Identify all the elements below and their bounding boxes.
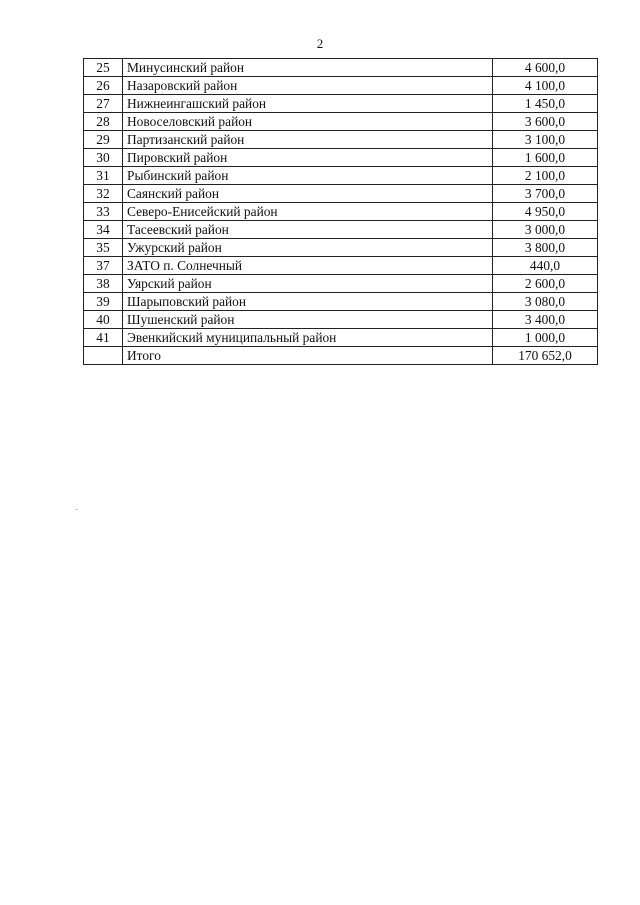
amount-value: 4 100,0 (493, 77, 598, 95)
row-number: 30 (84, 149, 123, 167)
table-row (84, 59, 598, 77)
district-name: Ужурский район (123, 239, 493, 257)
district-name: Партизанский район (123, 131, 493, 149)
district-name: Новоселовский район (123, 113, 493, 131)
district-name: Шушенский район (123, 311, 493, 329)
total-row-number (84, 347, 123, 365)
amount-value: 3 400,0 (493, 311, 598, 329)
table-row (84, 203, 598, 221)
row-number: 34 (84, 221, 123, 239)
table-row (84, 293, 598, 311)
amount-value: 3 080,0 (493, 293, 598, 311)
amount-value: 1 600,0 (493, 149, 598, 167)
district-name: Уярский район (123, 275, 493, 293)
district-name: Пировский район (123, 149, 493, 167)
district-name: Рыбинский район (123, 167, 493, 185)
table-row (84, 131, 598, 149)
table-row (84, 221, 598, 239)
page-number: 2 (316, 36, 324, 51)
table-row (84, 167, 598, 185)
amount-value: 1 000,0 (493, 329, 598, 347)
row-number: 38 (84, 275, 123, 293)
table-row (84, 77, 598, 95)
district-name: Эвенкийский муниципальный район (123, 329, 493, 347)
table-body (84, 59, 598, 365)
row-number: 35 (84, 239, 123, 257)
amount-value: 3 100,0 (493, 131, 598, 149)
row-number: 25 (84, 59, 123, 77)
table-row (84, 311, 598, 329)
amount-value: 1 450,0 (493, 95, 598, 113)
total-amount-value: 170 652,0 (493, 347, 598, 365)
table-row (84, 185, 598, 203)
amount-value: 4 600,0 (493, 59, 598, 77)
row-number: 28 (84, 113, 123, 131)
amount-value: 3 000,0 (493, 221, 598, 239)
row-number: 39 (84, 293, 123, 311)
district-name: ЗАТО п. Солнечный (123, 257, 493, 275)
table-row (84, 95, 598, 113)
total-row (84, 347, 598, 365)
amount-value: 3 600,0 (493, 113, 598, 131)
row-number: 29 (84, 131, 123, 149)
amount-value: 3 800,0 (493, 239, 598, 257)
amount-value: 4 950,0 (493, 203, 598, 221)
district-name: Саянский район (123, 185, 493, 203)
row-number: 26 (84, 77, 123, 95)
row-number: 37 (84, 257, 123, 275)
district-name: Северо-Енисейский район (123, 203, 493, 221)
row-number: 31 (84, 167, 123, 185)
scan-speck (76, 509, 77, 510)
table-row (84, 329, 598, 347)
table-row (84, 257, 598, 275)
amount-value: 440,0 (493, 257, 598, 275)
table-row (84, 149, 598, 167)
table-row (84, 239, 598, 257)
district-name: Тасеевский район (123, 221, 493, 239)
amount-value: 3 700,0 (493, 185, 598, 203)
table-row (84, 113, 598, 131)
row-number: 33 (84, 203, 123, 221)
total-district-name: Итого (123, 347, 493, 365)
district-name: Шарыповский район (123, 293, 493, 311)
allocation-table (83, 58, 598, 365)
table-row (84, 275, 598, 293)
row-number: 40 (84, 311, 123, 329)
row-number: 41 (84, 329, 123, 347)
district-name: Нижнеингашский район (123, 95, 493, 113)
amount-value: 2 600,0 (493, 275, 598, 293)
amount-value: 2 100,0 (493, 167, 598, 185)
row-number: 27 (84, 95, 123, 113)
row-number: 32 (84, 185, 123, 203)
district-name: Назаровский район (123, 77, 493, 95)
district-name: Минусинский район (123, 59, 493, 77)
